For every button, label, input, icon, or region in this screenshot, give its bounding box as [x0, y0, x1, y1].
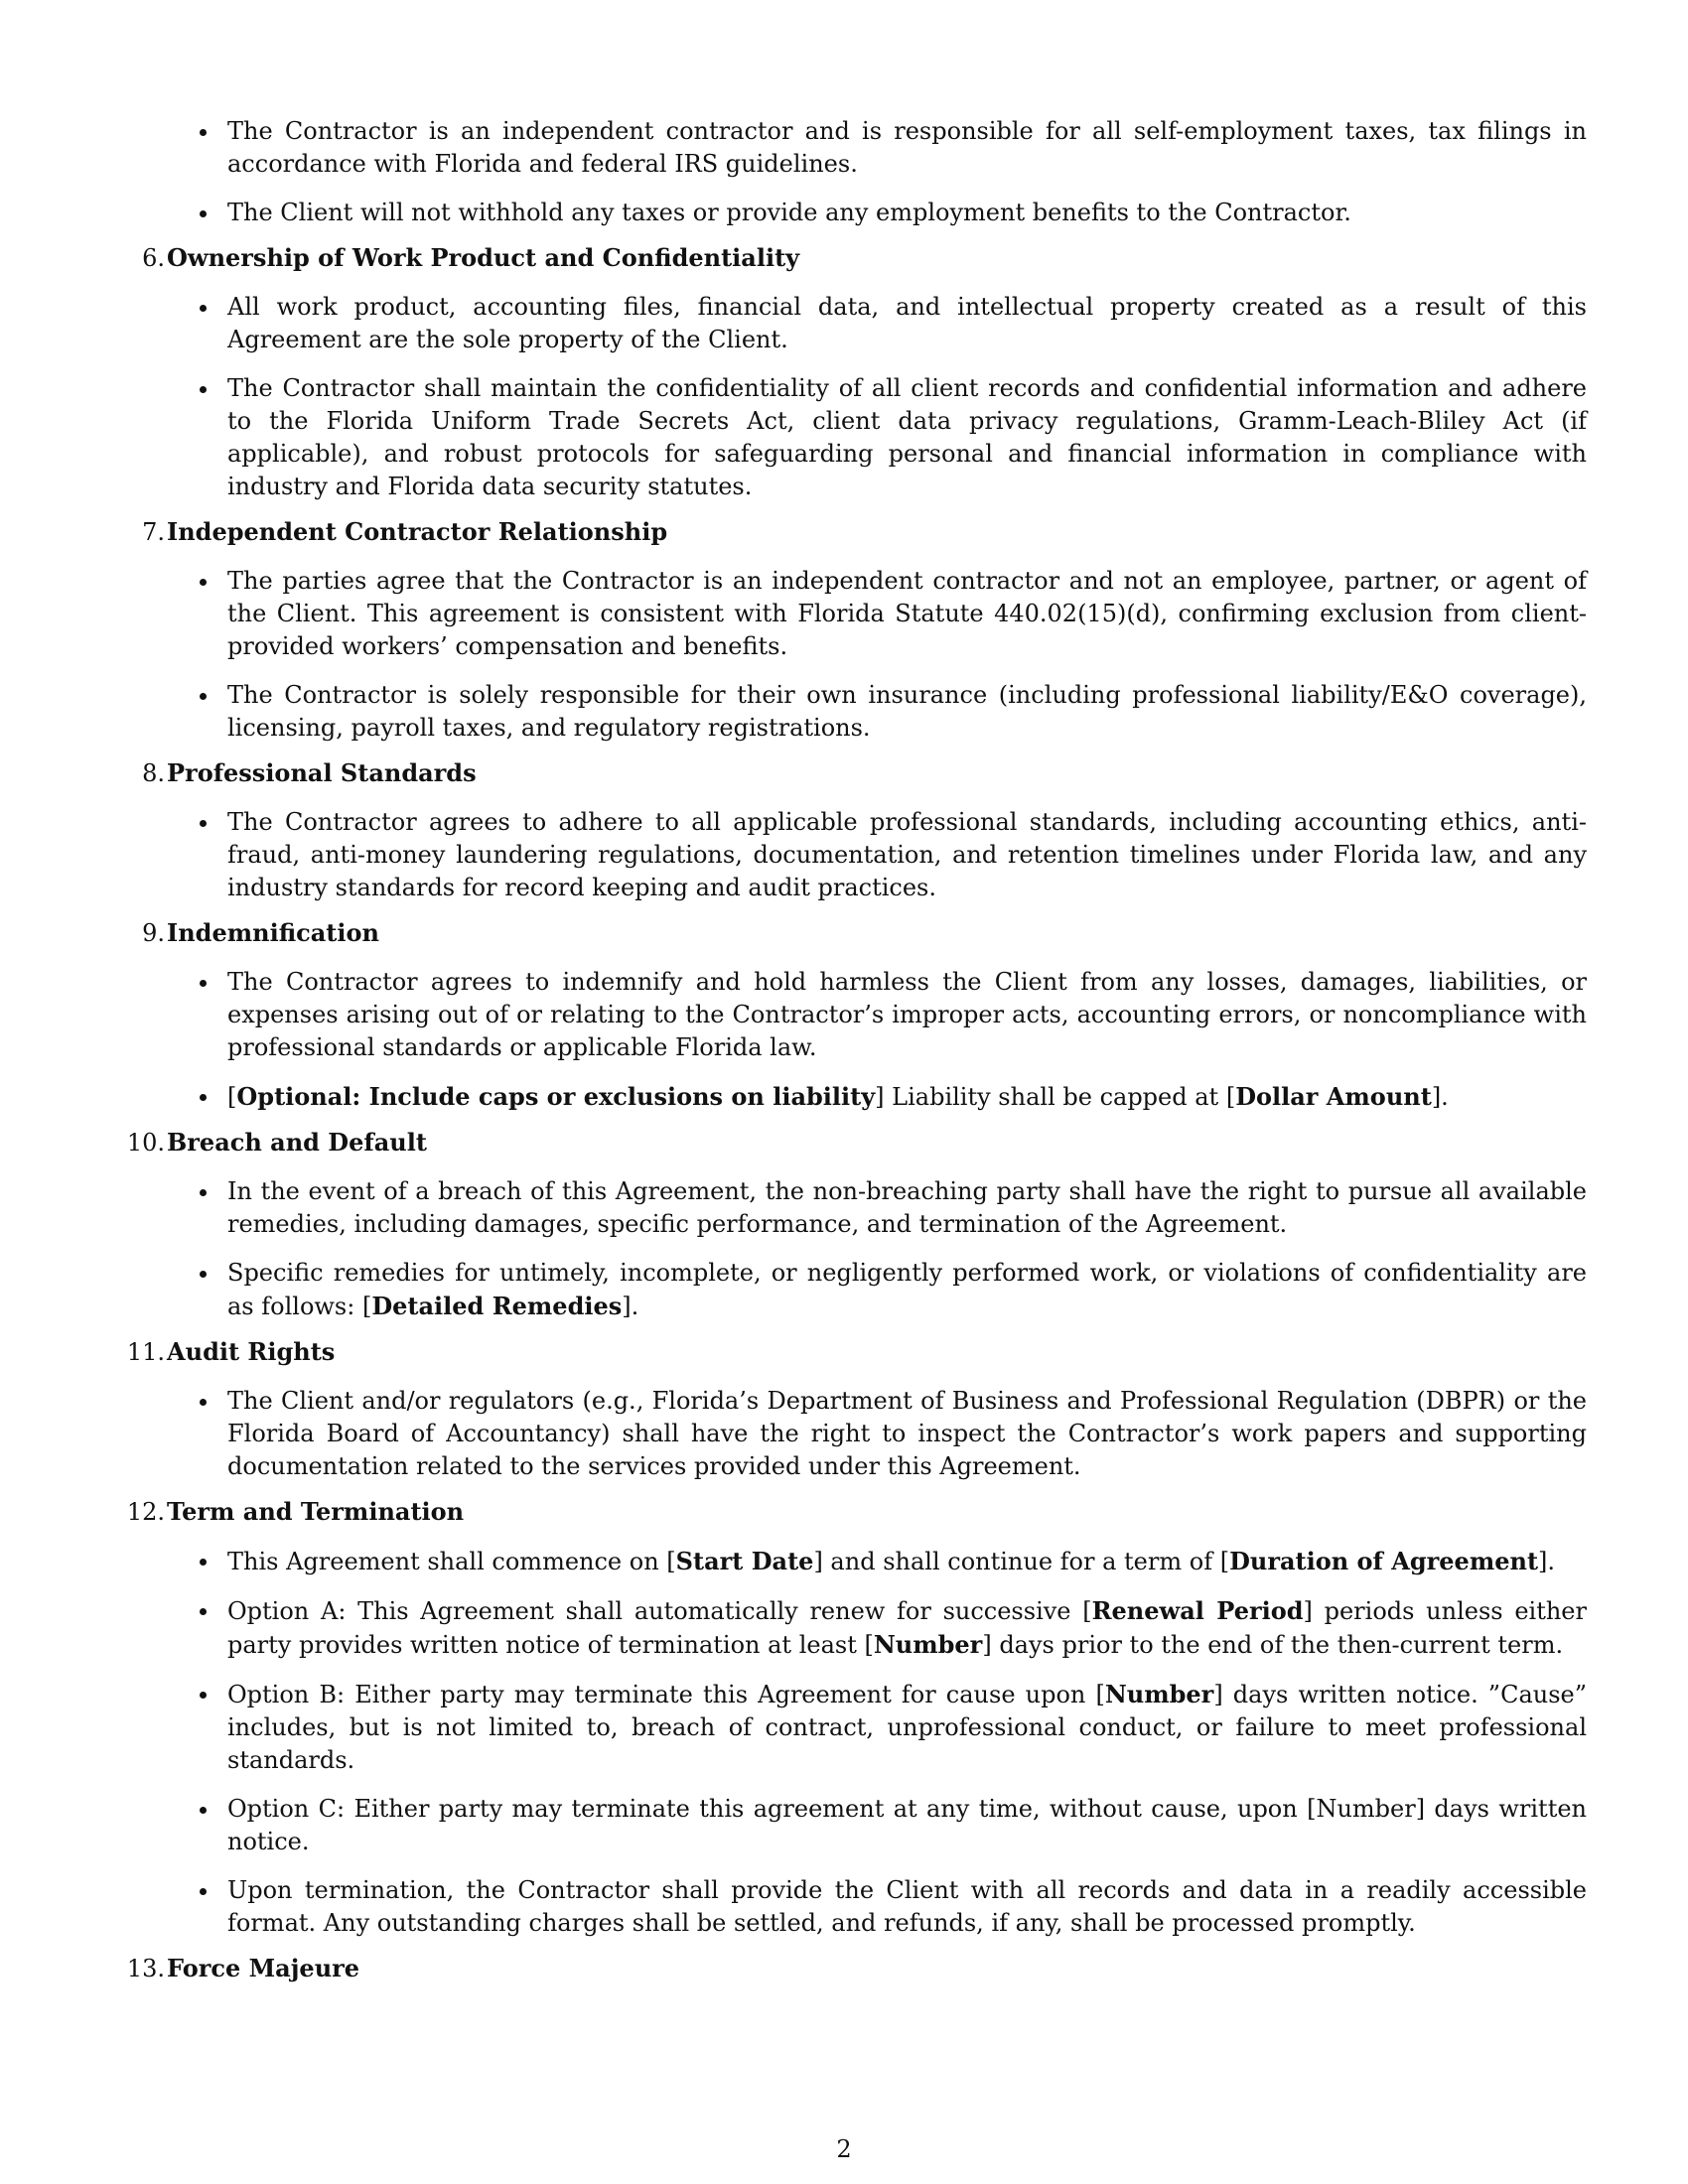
bullet-text: The Client will not withhold any taxes or provide any employment benefits to the Contractor. [227, 199, 1351, 226]
bullet-text: ] days prior to the end of the then-current term. [982, 1631, 1564, 1659]
bullet-icon [200, 1094, 207, 1101]
section-heading [0, 1952, 1688, 1985]
bullet-text: Option B: Either party may terminate this Agreement for cause upon [ [227, 1681, 1105, 1708]
section-title: Audit Rights [167, 1337, 336, 1366]
section-number: 13. [126, 1955, 165, 1982]
section-heading [0, 756, 1688, 790]
bullet-item [227, 291, 1587, 356]
section-bullet-list [0, 565, 1688, 745]
section-title: Ownership of Work Product and Confidentiality [167, 243, 800, 272]
section-bullet-list [0, 1385, 1688, 1483]
bullet-item [227, 1594, 1587, 1662]
placeholder-text: Start Date [675, 1547, 814, 1575]
bullet-icon [200, 1807, 207, 1814]
section-number: 10. [126, 1129, 165, 1157]
bullet-item [227, 966, 1587, 1064]
bullet-icon [200, 129, 207, 136]
bullet-icon [200, 693, 207, 700]
bullet-item [227, 197, 1587, 229]
section-title: Term and Termination [167, 1497, 465, 1526]
placeholder-text: Number [1104, 1680, 1214, 1708]
bullet-text: ] days written notice. ”Cause” includes, but is not limited to, breach of contract, unprofessional conduct, or failure to meet professional standards. [227, 1681, 1587, 1774]
bullet-icon [200, 1608, 207, 1615]
section-heading [0, 916, 1688, 950]
section-heading [0, 515, 1688, 549]
placeholder-text: Dollar Amount [1235, 1082, 1432, 1111]
section-title: Force Majeure [167, 1954, 360, 1982]
bullet-icon [200, 579, 207, 586]
section [0, 241, 1688, 503]
section-bullet-list [0, 806, 1688, 904]
continued-bullet-list [0, 115, 1688, 229]
bullet-text: Specific remedies for untimely, incomplete, or negligently performed work, or violations of confidentiality are as follows: [ [227, 1259, 1587, 1320]
section-title: Independent Contractor Relationship [167, 517, 668, 546]
bullet-text: Option C: Either party may terminate this agreement at any time, without cause, upon [Number] days written notice. [227, 1795, 1587, 1855]
bullet-icon [200, 305, 207, 312]
bullet-item [227, 565, 1587, 663]
section-number: 9. [142, 919, 165, 947]
bullet-text: The Contractor agrees to adhere to all applicable professional standards, including accounting ethics, anti-fraud, anti-money laundering regulations, documentation, and retention timelines under Florida law, and any industry standards for record keeping and audit practices. [227, 808, 1587, 901]
bullet-icon [200, 1271, 207, 1278]
section-title: Professional Standards [167, 758, 477, 787]
bullet-text: The parties agree that the Contractor is an independent contractor and not an employee, partner, or agent of the Client. This agreement is consistent with Florida Statute 440.02(15)(d), confirming exclusion from client-provided workers’ compensation and benefits. [227, 567, 1587, 660]
bullet-text: The Contractor is an independent contractor and is responsible for all self-employment taxes, tax filings in accordance with Florida and federal IRS guidelines. [227, 117, 1587, 178]
section [0, 756, 1688, 904]
bullet-text: All work product, accounting files, financial data, and intellectual property created as a result of this Agreement are the sole property of the Client. [227, 293, 1587, 353]
section-bullet-list [0, 1175, 1688, 1323]
section-heading [0, 1495, 1688, 1529]
page-number: 2 [836, 2135, 852, 2163]
section-heading [0, 241, 1688, 275]
bullet-icon [200, 1559, 207, 1566]
bullet-icon [200, 1399, 207, 1406]
section-bullet-list [0, 966, 1688, 1114]
bullet-text: The Client and/or regulators (e.g., Florida’s Department of Business and Professional Regulation (DBPR) or the Florida Board of Accountancy) shall have the right to inspect the Contractor’s work papers and supporting documentation related to the services provided under this Agreement. [227, 1387, 1587, 1480]
bullet-item [227, 1257, 1587, 1323]
bullet-text: Option A: This Agreement shall automatically renew for successive [ [227, 1597, 1092, 1625]
bullet-text: ] periods unless either party provides written notice of termination at least [ [227, 1597, 1587, 1659]
section-bullet-list [0, 1545, 1688, 1940]
bullet-icon [200, 1888, 207, 1895]
bullet-item [227, 1874, 1587, 1940]
section-bullet-list [0, 291, 1688, 503]
bullet-icon [200, 386, 207, 393]
section-number: 11. [126, 1338, 165, 1366]
bullet-text: ]. [1431, 1083, 1449, 1111]
bullet-item [227, 115, 1587, 181]
section [0, 1952, 1688, 1985]
bullet-text: The Contractor agrees to indemnify and hold harmless the Client from any losses, damages, liabilities, or expenses arising out of or relating to the Contractor’s improper acts, accounting errors, or noncompliance with professional standards or applicable Florida law. [227, 968, 1587, 1061]
bullet-text: ]. [622, 1293, 639, 1320]
section [0, 1126, 1688, 1323]
bullet-item [227, 1678, 1587, 1777]
section-heading [0, 1126, 1688, 1160]
placeholder-text: Duration of Agreement [1229, 1547, 1539, 1575]
bullet-icon [200, 980, 207, 987]
placeholder-text: Optional: Include caps or exclusions on liability [236, 1082, 876, 1111]
bullet-text: In the event of a breach of this Agreement, the non-breaching party shall have the right to pursue all available remedies, including damages, specific performance, and termination of the Agreement. [227, 1177, 1587, 1238]
section [0, 1335, 1688, 1483]
numbered-section-list [0, 241, 1688, 1985]
section-title: Indemnification [167, 918, 379, 947]
section-number: 7. [142, 518, 165, 546]
bullet-item [227, 1385, 1587, 1483]
section-number: 8. [142, 759, 165, 787]
section-title: Breach and Default [167, 1128, 427, 1157]
bullet-item [227, 1175, 1587, 1241]
bullet-item [227, 372, 1587, 503]
section-number: 12. [126, 1498, 165, 1526]
section [0, 1495, 1688, 1940]
bullet-item [227, 1545, 1587, 1578]
section-heading [0, 1335, 1688, 1369]
bullet-item [227, 679, 1587, 745]
bullet-text: ] and shall continue for a term of [ [813, 1548, 1230, 1575]
placeholder-text: Detailed Remedies [371, 1292, 623, 1320]
bullet-text: This Agreement shall commence on [ [227, 1548, 676, 1575]
bullet-item [227, 1080, 1587, 1114]
section [0, 515, 1688, 745]
bullet-icon [200, 210, 207, 217]
bullet-icon [200, 820, 207, 827]
bullet-text: Upon termination, the Contractor shall provide the Client with all records and data in a readily accessible format. Any outstanding charges shall be settled, and refunds, if any, shall be processed promptly. [227, 1876, 1587, 1937]
bullet-text: ] Liability shall be capped at [ [875, 1083, 1236, 1111]
section-number: 6. [142, 244, 165, 272]
bullet-item [227, 806, 1587, 904]
bullet-text: ]. [1538, 1548, 1556, 1575]
bullet-icon [200, 1692, 207, 1699]
section [0, 916, 1688, 1114]
bullet-text: [ [227, 1083, 237, 1111]
bullet-item [227, 1793, 1587, 1858]
document-body [0, 99, 1688, 1985]
bullet-text: The Contractor is solely responsible for their own insurance (including professional liability/E&O coverage), licensing, payroll taxes, and regulatory registrations. [227, 681, 1587, 742]
placeholder-text: Number [873, 1630, 983, 1659]
bullet-icon [200, 1189, 207, 1196]
placeholder-text: Renewal Period [1091, 1596, 1304, 1625]
bullet-text: The Contractor shall maintain the confidentiality of all client records and confidential information and adhere to the Florida Uniform Trade Secrets Act, client data privacy regulations, Gramm-Leach-Bliley Act (if applicable), and robust protocols for safeguarding personal and financial information in compliance with industry and Florida data security statutes. [227, 374, 1587, 500]
